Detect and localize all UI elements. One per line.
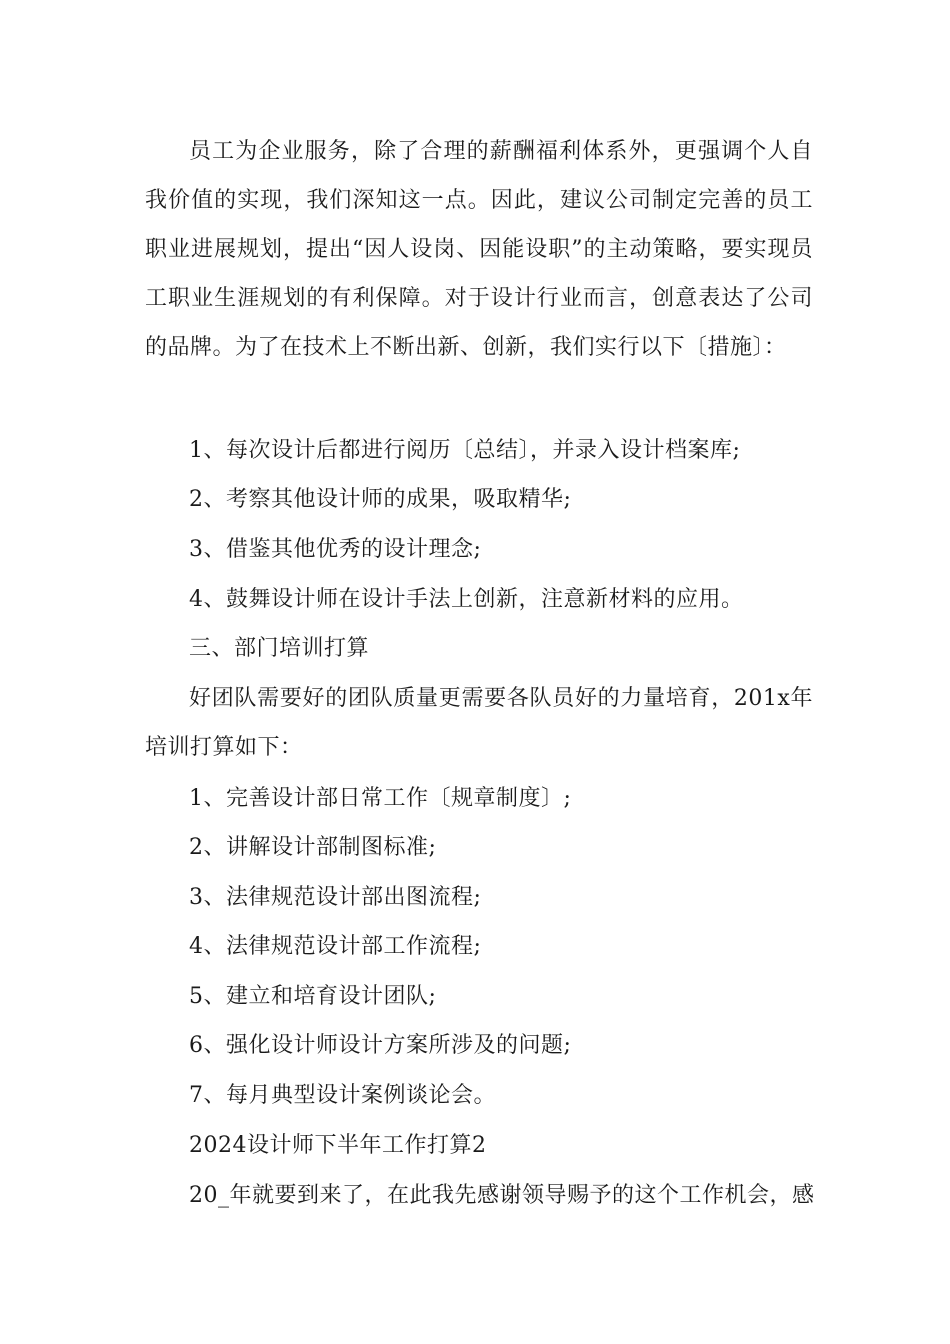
training-item-5: 5、建立和培育设计团队; bbox=[189, 984, 437, 1009]
measure-item-1: 1、每次设计后都进行阅历〔总结〕，并录入设计档案库; bbox=[189, 438, 741, 463]
training-intro-paragraph: 好团队需要好的团队质量更需要各队员好的力量培育，201x年培训打算如下： bbox=[145, 686, 813, 760]
intro-paragraph: 员工为企业服务，除了合理的薪酬福利体系外，更强调个人自我价值的实现，我们深知这一点。因此，建议公司制定完善的员工职业进展规划，提出“因人设岗、因能设职”的主动策略，要实现员工职业生涯规划的有利保障。对于设计行业而言，创意表达了公司的品牌。为了在技术上不断出新、创新，我们实行以下〔措施〕： bbox=[145, 139, 813, 360]
training-item-3: 3、法律规范设计部出图流程; bbox=[189, 885, 482, 910]
training-item-6: 6、强化设计师设计方案所涉及的问题; bbox=[189, 1033, 572, 1058]
measure-item-2: 2、考察其他设计师的成果，吸取精华; bbox=[189, 487, 572, 512]
training-item-7: 7、每月典型设计案例谈论会。 bbox=[189, 1083, 496, 1108]
next-document-title: 2024设计师下半年工作打算2 bbox=[189, 1133, 487, 1158]
training-item-1: 1、完善设计部日常工作〔规章制度〕; bbox=[189, 786, 572, 811]
section-heading: 三、部门培训打算 bbox=[189, 636, 370, 661]
measure-item-4: 4、鼓舞设计师在设计手法上创新，注意新材料的应用。 bbox=[189, 587, 744, 612]
training-item-4: 4、法律规范设计部工作流程; bbox=[189, 934, 482, 959]
training-item-2: 2、讲解设计部制图标准; bbox=[189, 835, 437, 860]
measure-item-3: 3、借鉴其他优秀的设计理念; bbox=[189, 537, 482, 562]
next-paragraph-first-line: 20_年就要到来了，在此我先感谢领导赐予的这个工作机会，感 bbox=[189, 1183, 815, 1208]
